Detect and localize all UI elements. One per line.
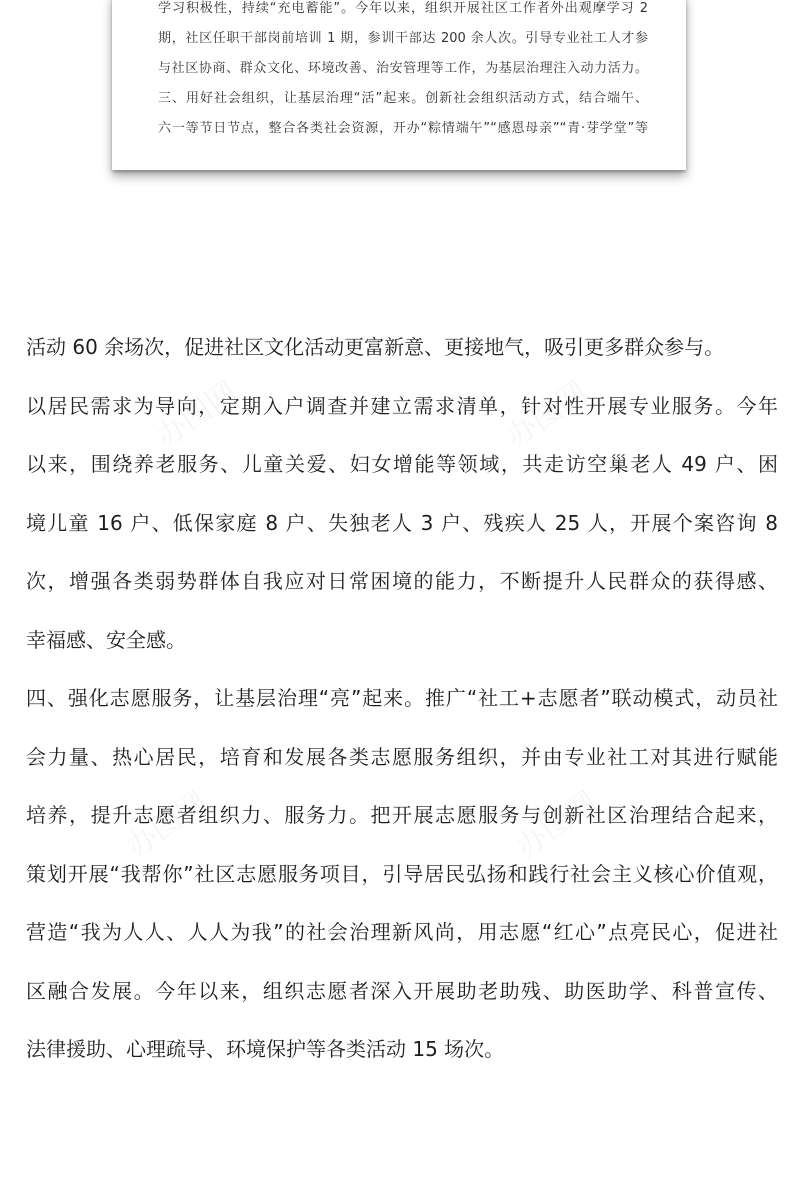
body-line: 以居民需求为导向，定期入户调查并建立需求清单，针对性开展专业服务。今年 <box>26 393 778 418</box>
preview-line: 期，社区任职干部岗前培训 1 期，参训干部达 200 余人次。引导专业社工人才参 <box>158 31 648 46</box>
body-line: 次，增强各类弱势群体自我应对日常困境的能力，不断提升人民群众的获得感、 <box>26 569 778 593</box>
body-line: 以来，围绕养老服务、儿童关爱、妇女增能等领域，共走访空巢老人 49 户、困 <box>26 452 778 476</box>
preview-line: 三、用好社会组织，让基层治理“活”起来。创新社会组织活动方式，结合端午、 <box>158 91 648 106</box>
body-line: 四、强化志愿服务，让基层治理“亮”起来。推广“社工+志愿者”联动模式，动员社 <box>26 686 778 710</box>
body-line: 法律援助、心理疏导、环境保护等各类活动 15 场次。 <box>26 1037 505 1061</box>
body-line: 策划开展“我帮你”社区志愿服务项目，引导居民弘扬和践行社会主义核心价值观， <box>26 861 778 886</box>
body-line: 境儿童 16 户、低保家庭 8 户、失独老人 3 户、残疾人 25 人，开展个案咨询 8 <box>26 510 778 535</box>
body-line: 幸福感、安全感。 <box>26 627 186 652</box>
body-line: 培养，提升志愿者组织力、服务力。把开展志愿服务与创新社区治理结合起来， <box>26 803 778 827</box>
page-preview-card <box>112 0 686 170</box>
watermark: 办图网 <box>150 374 244 456</box>
preview-text-block <box>158 0 648 144</box>
body-line: 营造“我为人人、人人为我”的社会治理新风尚，用志愿“红心”点亮民心，促进社 <box>26 920 778 944</box>
document-body <box>26 318 778 1079</box>
watermark: 办图网 <box>510 784 604 866</box>
body-line: 区融合发展。今年以来，组织志愿者深入开展助老助残、助医助学、科普宣传、 <box>26 978 778 1003</box>
preview-line: 六一等节日节点，整合各类社会资源，开办“粽情端午”“感恩母亲”“青·芽学堂”等 <box>158 121 648 136</box>
watermark: 办图网 <box>120 784 214 866</box>
preview-line: 学习积极性，持续“充电蓄能”。今年以来，组织开展社区工作者外出观摩学习 2 <box>158 1 648 16</box>
body-line: 会力量、热心居民，培育和发展各类志愿服务组织，并由专业社工对其进行赋能 <box>26 744 778 769</box>
preview-line: 与社区协商、群众文化、环境改善、治安管理等工作，为基层治理注入动力活力。 <box>158 61 648 76</box>
body-line: 活动 60 余场次，促进社区文化活动更富新意、更接地气，吸引更多群众参与。 <box>26 335 725 359</box>
watermark: 办图网 <box>500 374 594 456</box>
